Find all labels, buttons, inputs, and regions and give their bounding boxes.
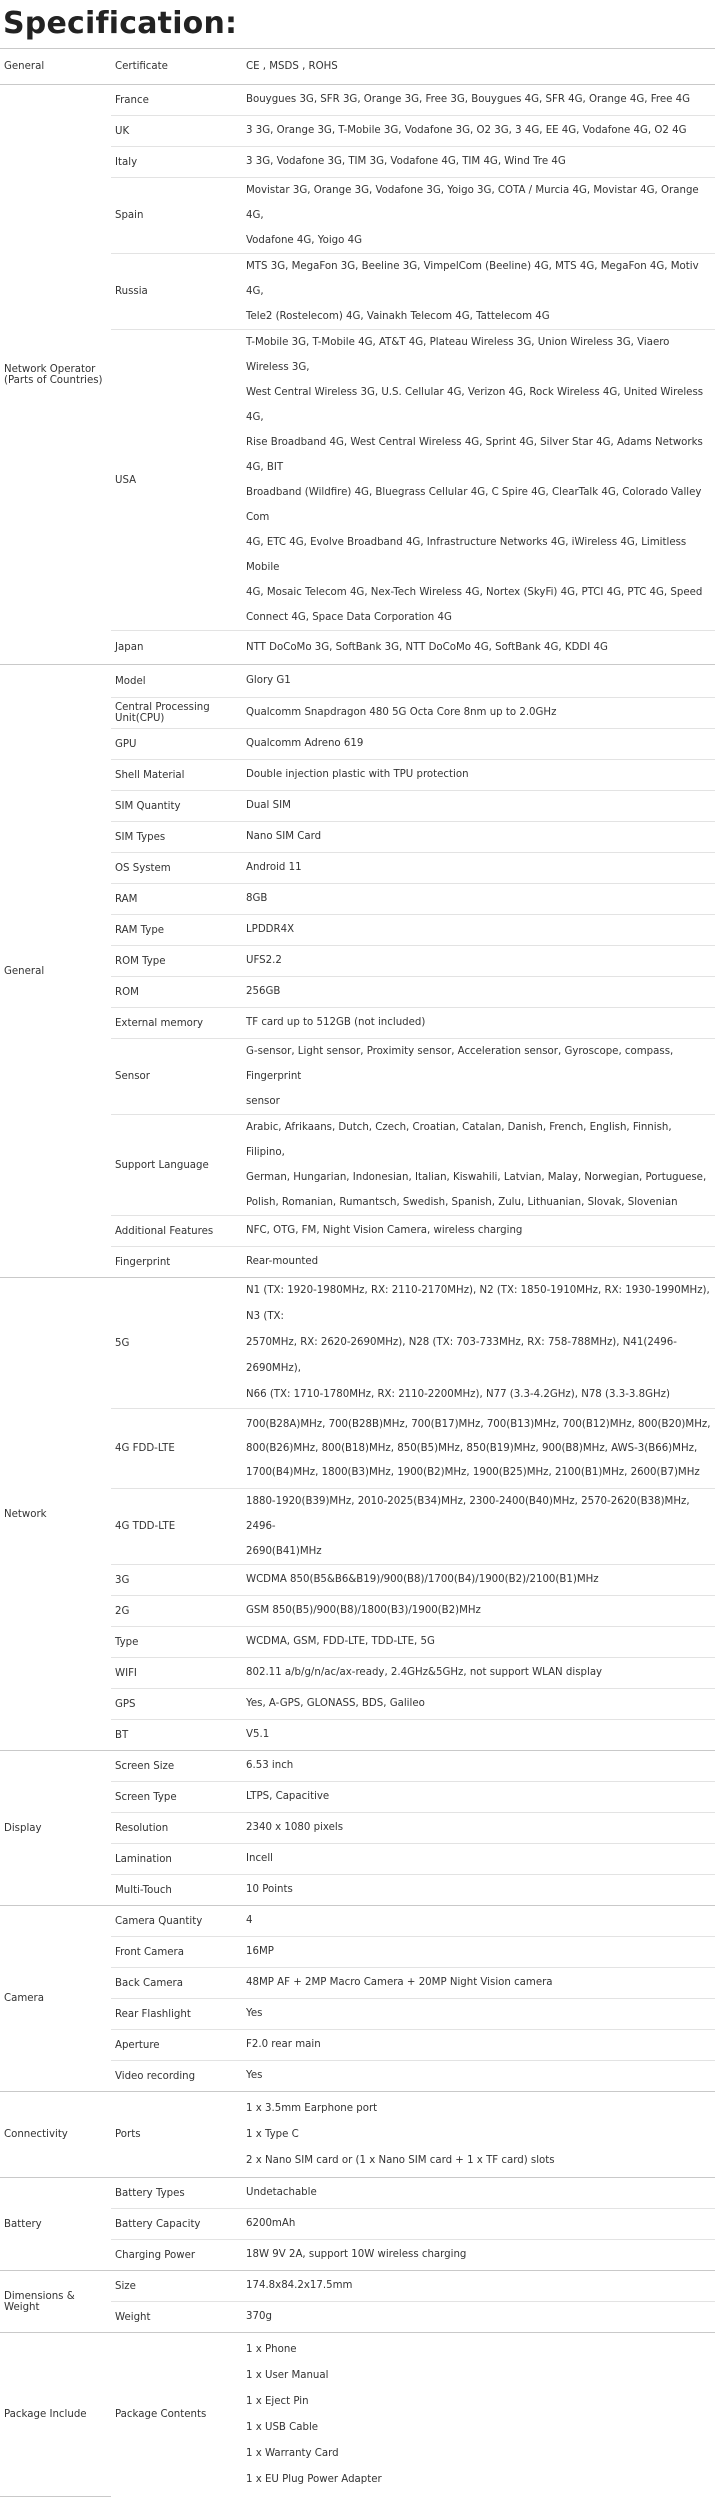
spec-value: [245, 1627, 715, 1658]
spec-value: [245, 791, 715, 822]
spec-value-line: 3 3G, Vodafone 3G, TIM 3G, Vodafone 4G, TIM 4G, Wind Tre 4G: [246, 156, 566, 167]
spec-row: [0, 2333, 715, 2497]
spec-group-label: Display: [0, 1751, 111, 1906]
spec-value-line: 4: [246, 1915, 253, 1926]
spec-value-line: CE , MSDS , ROHS: [246, 60, 338, 72]
spec-param-label: RAM: [111, 884, 245, 915]
spec-value: [245, 760, 715, 791]
spec-row: [0, 1906, 715, 1937]
spec-param-label: Shell Material: [111, 760, 245, 791]
spec-param-label: Certificate: [111, 49, 245, 85]
spec-value: [245, 1720, 715, 1751]
spec-value-line: 1 x EU Plug Power Adapter: [246, 2473, 382, 2485]
spec-value-line: Incell: [246, 1853, 273, 1864]
spec-table-body: [0, 49, 715, 2497]
spec-value-line: 1 x Eject Pin: [246, 2395, 309, 2407]
spec-value-line: 6200mAh: [246, 2218, 296, 2229]
spec-param-label: ROM: [111, 977, 245, 1008]
spec-value-line: West Central Wireless 3G, U.S. Cellular 4G, Verizon 4G, Rock Wireless 4G, United Wireless 4G,: [246, 387, 704, 423]
spec-value: [245, 1844, 715, 1875]
spec-value: [245, 1906, 715, 1937]
spec-row: [0, 2092, 715, 2178]
spec-value: [245, 977, 715, 1008]
spec-param-label: 2G: [111, 1596, 245, 1627]
spec-param-label: 5G: [111, 1278, 245, 1409]
spec-value: [245, 116, 715, 147]
spec-param-label: OS System: [111, 853, 245, 884]
spec-value: [245, 884, 715, 915]
spec-value-line: 2340 x 1080 pixels: [246, 1822, 344, 1833]
spec-param-label: Model: [111, 665, 245, 698]
spec-value: [245, 915, 715, 946]
spec-value-line: Undetachable: [246, 2187, 317, 2198]
spec-row: [0, 85, 715, 116]
spec-param-label: Screen Size: [111, 1751, 245, 1782]
spec-param-label: Type: [111, 1627, 245, 1658]
spec-value-line: V5.1: [246, 1729, 270, 1740]
spec-value-line: 6.53 inch: [246, 1760, 294, 1771]
spec-value: [245, 822, 715, 853]
spec-value-line: 2690(B41)MHz: [246, 1546, 322, 1557]
spec-value-line: F2.0 rear main: [246, 2039, 321, 2050]
spec-param-label: Resolution: [111, 1813, 245, 1844]
spec-table: [0, 48, 715, 2497]
spec-value: [245, 1409, 715, 1489]
spec-value-line: 16MP: [246, 1946, 274, 1957]
spec-value-line: Rise Broadband 4G, West Central Wireless 4G, Sprint 4G, Silver Star 4G, Adams Networks 4G, BIT: [246, 437, 703, 473]
spec-value: [245, 1999, 715, 2030]
spec-value: [245, 1751, 715, 1782]
spec-value: [245, 330, 715, 631]
spec-value: [245, 1216, 715, 1247]
spec-value-line: 174.8x84.2x17.5mm: [246, 2280, 353, 2291]
spec-value: [245, 2030, 715, 2061]
spec-param-label: External memory: [111, 1008, 245, 1039]
spec-param-label: Fingerprint: [111, 1247, 245, 1278]
spec-value: [245, 1565, 715, 1596]
spec-param-label: Support Language: [111, 1115, 245, 1216]
spec-param-label: Battery Types: [111, 2178, 245, 2209]
spec-value-line: Double injection plastic with TPU protection: [246, 769, 469, 780]
spec-param-label: 4G FDD-LTE: [111, 1409, 245, 1489]
spec-value: [245, 1875, 715, 1906]
spec-value: [245, 49, 715, 85]
spec-value: [245, 698, 715, 729]
spec-value-line: 10 Points: [246, 1884, 293, 1895]
spec-value-line: Rear-mounted: [246, 1256, 319, 1267]
spec-value: [245, 1278, 715, 1409]
spec-value-line: 18W 9V 2A, support 10W wireless charging: [246, 2249, 467, 2260]
spec-value-line: 1 x User Manual: [246, 2369, 329, 2381]
spec-param-label: Multi-Touch: [111, 1875, 245, 1906]
spec-value-line: TF card up to 512GB (not included): [246, 1017, 426, 1028]
spec-value: [245, 178, 715, 254]
spec-param-label: Package Contents: [111, 2333, 245, 2497]
spec-value-line: 4G, ETC 4G, Evolve Broadband 4G, Infrastructure Networks 4G, iWireless 4G, Limitless Mobile: [246, 537, 687, 573]
spec-group-label: General: [0, 665, 111, 1278]
spec-value-line: 1 x 3.5mm Earphone port: [246, 2102, 378, 2114]
spec-param-label: UK: [111, 116, 245, 147]
spec-value: [245, 85, 715, 116]
spec-param-label: Charging Power: [111, 2240, 245, 2271]
spec-value-line: 1 x USB Cable: [246, 2421, 319, 2433]
spec-value-line: Tele2 (Rostelecom) 4G, Vainakh Telecom 4G, Tattelecom 4G: [246, 311, 550, 322]
spec-row: [0, 1751, 715, 1782]
spec-param-label: SIM Quantity: [111, 791, 245, 822]
spec-row: [0, 2178, 715, 2209]
spec-param-label: ROM Type: [111, 946, 245, 977]
spec-value-line: MTS 3G, MegaFon 3G, Beeline 3G, VimpelCom (Beeline) 4G, MTS 4G, MegaFon 4G, Motiv 4G,: [246, 261, 699, 297]
spec-value-line: 1 x Type C: [246, 2128, 299, 2140]
spec-value-line: Polish, Romanian, Rumantsch, Swedish, Spanish, Zulu, Lithuanian, Slovak, Slovenian: [246, 1197, 678, 1208]
spec-param-label: Ports: [111, 2092, 245, 2178]
spec-param-label: Spain: [111, 178, 245, 254]
spec-param-label: GPS: [111, 1689, 245, 1720]
spec-value-line: LTPS, Capacitive: [246, 1791, 330, 1802]
spec-param-label: GPU: [111, 729, 245, 760]
spec-value-line: 1880-1920(B39)MHz, 2010-2025(B34)MHz, 2300-2400(B40)MHz, 2570-2620(B38)MHz, 2496-: [246, 1496, 690, 1532]
spec-value-line: Bouygues 3G, SFR 3G, Orange 3G, Free 3G, Bouygues 4G, SFR 4G, Orange 4G, Free 4G: [246, 94, 690, 105]
spec-value-line: sensor: [246, 1096, 280, 1107]
spec-value: [245, 2209, 715, 2240]
spec-param-label: Size: [111, 2271, 245, 2302]
spec-value: [245, 946, 715, 977]
spec-param-label: France: [111, 85, 245, 116]
spec-value-line: 4G, Mosaic Telecom 4G, Nex-Tech Wireless 4G, Nortex (SkyFi) 4G, PTCI 4G, PTC 4G, Speed: [246, 587, 703, 598]
spec-value: [245, 631, 715, 665]
spec-value-line: Qualcomm Snapdragon 480 5G Octa Core 8nm up to 2.0GHz: [246, 707, 557, 718]
spec-value: [245, 729, 715, 760]
spec-value-line: 3 3G, Orange 3G, T-Mobile 3G, Vodafone 3G, O2 3G, 3 4G, EE 4G, Vodafone 4G, O2 4G: [246, 125, 687, 136]
spec-param-label: RAM Type: [111, 915, 245, 946]
spec-value-line: 800(B26)MHz, 800(B18)MHz, 850(B5)MHz, 850(B19)MHz, 900(B8)MHz, AWS-3(B66)MHz,: [246, 1442, 698, 1454]
spec-value-line: 8GB: [246, 893, 268, 904]
spec-value-line: Nano SIM Card: [246, 831, 322, 842]
spec-value-line: Yes: [246, 2070, 263, 2081]
spec-group-label: Camera: [0, 1906, 111, 2092]
spec-value: [245, 2333, 715, 2497]
spec-value-line: G-sensor, Light sensor, Proximity sensor, Acceleration sensor, Gyroscope, compass, Fingerprint: [246, 1046, 674, 1082]
spec-value: [245, 254, 715, 330]
spec-value: [245, 2271, 715, 2302]
spec-row: [0, 1278, 715, 1409]
spec-value-line: 370g: [246, 2311, 272, 2322]
spec-value-line: 256GB: [246, 986, 281, 997]
spec-row: [0, 665, 715, 698]
spec-row: [0, 49, 715, 85]
spec-value: [245, 2240, 715, 2271]
spec-group-label: Connectivity: [0, 2092, 111, 2178]
spec-param-label: USA: [111, 330, 245, 631]
spec-value-line: LPDDR4X: [246, 924, 295, 935]
spec-value-line: German, Hungarian, Indonesian, Italian, Kiswahili, Latvian, Malay, Norwegian, Portuguese,: [246, 1172, 707, 1183]
spec-value: [245, 2302, 715, 2333]
spec-value: [245, 1247, 715, 1278]
spec-value-line: Movistar 3G, Orange 3G, Vodafone 3G, Yoigo 3G, COTA / Murcia 4G, Movistar 4G, Orange 4G,: [246, 185, 699, 221]
spec-value-line: 700(B28A)MHz, 700(B28B)MHz, 700(B17)MHz, 700(B13)MHz, 700(B12)MHz, 800(B20)MHz,: [246, 1418, 711, 1430]
spec-param-label: Sensor: [111, 1039, 245, 1115]
spec-param-label: BT: [111, 1720, 245, 1751]
spec-param-label: 4G TDD-LTE: [111, 1489, 245, 1565]
spec-value: [245, 1689, 715, 1720]
spec-group-label: Battery: [0, 2178, 111, 2271]
spec-param-label: Additional Features: [111, 1216, 245, 1247]
spec-param-label: WIFI: [111, 1658, 245, 1689]
spec-param-label: Italy: [111, 147, 245, 178]
spec-value-line: T-Mobile 3G, T-Mobile 4G, AT&T 4G, Plateau Wireless 3G, Union Wireless 3G, Viaero Wireless 3G,: [246, 337, 670, 373]
spec-value-line: 1 x Phone: [246, 2343, 297, 2355]
spec-value: [245, 1813, 715, 1844]
spec-value: [245, 2178, 715, 2209]
spec-value: [245, 1489, 715, 1565]
spec-value-line: 48MP AF + 2MP Macro Camera + 20MP Night Vision camera: [246, 1977, 553, 1988]
spec-value-line: 2570MHz, RX: 2620-2690MHz), N28 (TX: 703-733MHz, RX: 758-788MHz), N41(2496-2690MHz),: [246, 1337, 677, 1374]
spec-value-line: 1700(B4)MHz, 1800(B3)MHz, 1900(B2)MHz, 1900(B25)MHz, 2100(B1)MHz, 2600(B7)MHz: [246, 1466, 700, 1478]
spec-value-line: 1 x Warranty Card: [246, 2447, 339, 2459]
spec-group-label: General: [0, 49, 111, 85]
spec-row: [0, 2271, 715, 2302]
spec-value-line: 2 x Nano SIM card or (1 x Nano SIM card + 1 x TF card) slots: [246, 2154, 555, 2166]
spec-group-label: Network: [0, 1278, 111, 1751]
spec-group-label: Network Operator (Parts of Countries): [0, 85, 111, 665]
spec-value-line: N1 (TX: 1920-1980MHz, RX: 2110-2170MHz), N2 (TX: 1850-1910MHz, RX: 1930-1990MHz), N3 (TX:: [246, 1285, 710, 1322]
page-title: Specification:: [3, 6, 238, 41]
spec-param-label: Screen Type: [111, 1782, 245, 1813]
spec-value: [245, 1658, 715, 1689]
spec-param-label: Video recording: [111, 2061, 245, 2092]
spec-value-line: Qualcomm Adreno 619: [246, 738, 364, 749]
spec-value-line: Android 11: [246, 862, 302, 873]
spec-value: [245, 853, 715, 884]
spec-group-label: Package Include: [0, 2333, 111, 2497]
spec-value-line: Dual SIM: [246, 800, 291, 811]
spec-value-line: WCDMA, GSM, FDD-LTE, TDD-LTE, 5G: [246, 1636, 435, 1647]
spec-value-line: Connect 4G, Space Data Corporation 4G: [246, 612, 452, 623]
spec-value: [245, 1008, 715, 1039]
spec-param-label: Camera Quantity: [111, 1906, 245, 1937]
spec-value-line: Arabic, Afrikaans, Dutch, Czech, Croatian, Catalan, Danish, French, English, Finnish, Filipino,: [246, 1122, 672, 1158]
spec-param-label: Russia: [111, 254, 245, 330]
spec-value-line: WCDMA 850(B5&B6&B19)/900(B8)/1700(B4)/1900(B2)/2100(B1)MHz: [246, 1574, 599, 1585]
spec-param-label: Japan: [111, 631, 245, 665]
spec-param-label: Aperture: [111, 2030, 245, 2061]
spec-value: [245, 1937, 715, 1968]
spec-param-label: Battery Capacity: [111, 2209, 245, 2240]
spec-param-label: SIM Types: [111, 822, 245, 853]
spec-value: [245, 1968, 715, 1999]
spec-value: [245, 2092, 715, 2178]
spec-value: [245, 665, 715, 698]
spec-value-line: Glory G1: [246, 675, 291, 686]
spec-param-label: Weight: [111, 2302, 245, 2333]
spec-value-line: Yes, A-GPS, GLONASS, BDS, Galileo: [246, 1698, 425, 1709]
spec-param-label: Central Processing Unit(CPU): [111, 698, 245, 729]
spec-param-label: Back Camera: [111, 1968, 245, 1999]
spec-value-line: GSM 850(B5)/900(B8)/1800(B3)/1900(B2)MHz: [246, 1605, 481, 1616]
spec-value: [245, 147, 715, 178]
spec-value: [245, 1782, 715, 1813]
spec-param-label: Front Camera: [111, 1937, 245, 1968]
spec-group-label: Dimensions & Weight: [0, 2271, 111, 2333]
spec-param-label: Lamination: [111, 1844, 245, 1875]
spec-value-line: Broadband (Wildfire) 4G, Bluegrass Cellular 4G, C Spire 4G, ClearTalk 4G, Colorado Valley Com: [246, 487, 702, 523]
spec-value: [245, 1115, 715, 1216]
spec-value-line: NTT DoCoMo 3G, SoftBank 3G, NTT DoCoMo 4G, SoftBank 4G, KDDI 4G: [246, 641, 608, 653]
spec-value-line: NFC, OTG, FM, Night Vision Camera, wireless charging: [246, 1225, 523, 1236]
spec-value-line: Vodafone 4G, Yoigo 4G: [246, 235, 362, 246]
spec-value-line: Yes: [246, 2008, 263, 2019]
spec-value-line: N66 (TX: 1710-1780MHz, RX: 2110-2200MHz), N77 (3.3-4.2GHz), N78 (3.3-3.8GHz): [246, 1389, 670, 1400]
spec-value: [245, 1596, 715, 1627]
spec-value-line: 802.11 a/b/g/n/ac/ax-ready, 2.4GHz&5GHz, not support WLAN display: [246, 1667, 603, 1678]
spec-value: [245, 2061, 715, 2092]
spec-value-line: UFS2.2: [246, 955, 282, 966]
spec-param-label: Rear Flashlight: [111, 1999, 245, 2030]
spec-value: [245, 1039, 715, 1115]
spec-param-label: 3G: [111, 1565, 245, 1596]
